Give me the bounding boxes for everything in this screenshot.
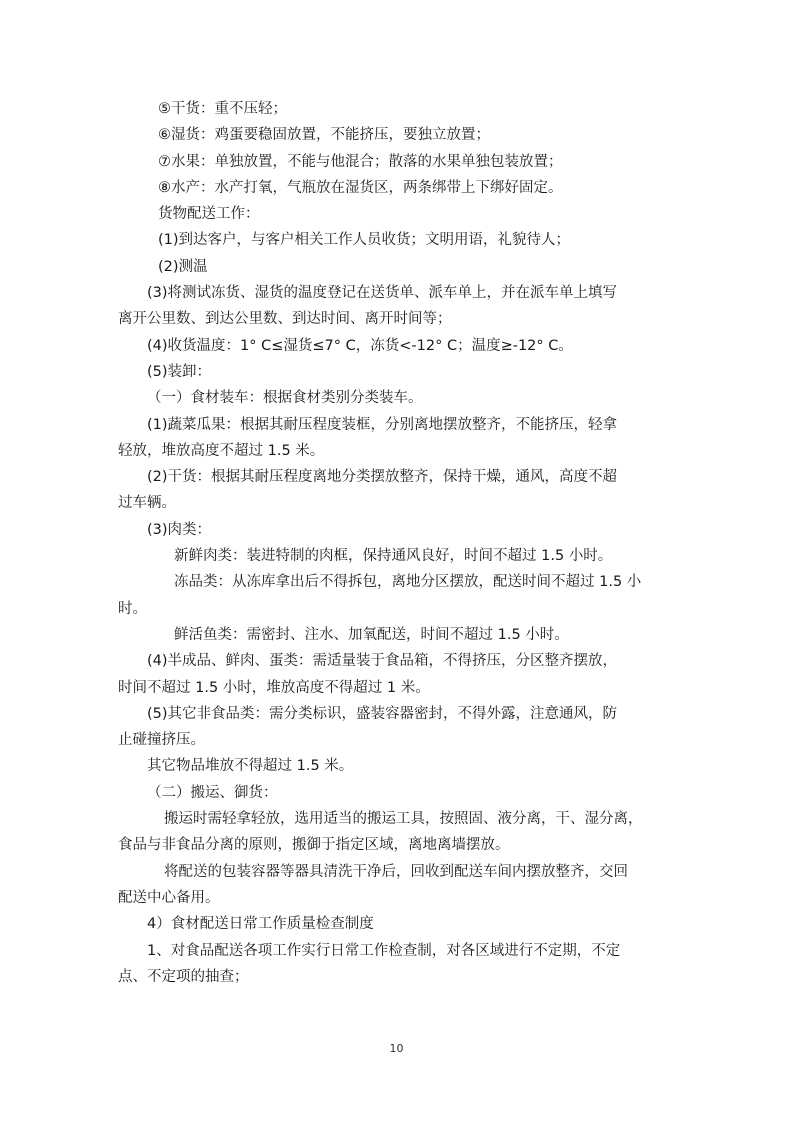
text-line: 搬运时需轻拿轻放，选用适当的搬运工具，按照固、液分离，干、湿分离， bbox=[164, 811, 643, 828]
text-line: 止碰撞挤压。 bbox=[118, 732, 205, 749]
text-line: 配送中心备用。 bbox=[118, 889, 220, 906]
text-line: (2)测温 bbox=[158, 258, 208, 275]
text-line: (3)将测试冻货、湿货的温度登记在送货单、派车单上，并在派车单上填写 bbox=[147, 285, 618, 302]
text-line: (4)半成品、鲜肉、蛋类：需适量装于食品箱，不得挤压，分区整齐摆放， bbox=[147, 653, 618, 670]
subsection-heading: （一）食材装车：根据食材类别分类装车。 bbox=[147, 390, 423, 407]
text-line: 1、对食品配送各项工作实行日常工作检查制，对各区域进行不定期，不定 bbox=[147, 942, 621, 959]
text-line: 其它物品堆放不得超过 1.5 米。 bbox=[147, 758, 354, 775]
text-line: (3)肉类： bbox=[147, 521, 212, 538]
text-line: 将配送的包装容器等器具清洗干净后，回收到配送车间内摆放整齐，交回 bbox=[164, 863, 628, 880]
text-line: 冻品类：从冻库拿出后不得拆包，离地分区摆放，配送时间不超过 1.5 小 bbox=[174, 574, 642, 591]
text-line: (5)装卸： bbox=[147, 363, 212, 380]
text-line: ⑧水产：水产打氧，气瓶放在湿货区，两条绑带上下绑好固定。 bbox=[158, 179, 563, 196]
text-line: 新鲜肉类：装进特制的肉框，保持通风良好，时间不超过 1.5 小时。 bbox=[174, 548, 613, 565]
text-line: (5)其它非食品类：需分类标识，盛装容器密封，不得外露，注意通风，防 bbox=[147, 705, 618, 722]
text-line: 过车辆。 bbox=[118, 495, 176, 512]
text-line: ⑥湿货：鸡蛋要稳固放置，不能挤压，要独立放置； bbox=[158, 127, 490, 144]
text-line: 食品与非食品分离的原则，搬御于指定区域，离地离墙摆放。 bbox=[118, 837, 510, 854]
page-number: 10 bbox=[389, 1042, 404, 1055]
text-line: 鲜活鱼类：需密封、注水、加氧配送，时间不超过 1.5 小时。 bbox=[174, 626, 569, 643]
text-line: (4)收货温度：1° C≤湿货≤7° C，冻货<-12° C；温度≥-12° C。 bbox=[147, 337, 573, 354]
text-line: ⑦水果：单独放置，不能与他混合；散落的水果单独包装放置； bbox=[158, 153, 563, 170]
section-heading: 货物配送工作： bbox=[158, 206, 260, 223]
text-line: 时间不超过 1.5 小时，堆放高度不得超过 1 米。 bbox=[118, 679, 430, 696]
text-line: 时。 bbox=[118, 600, 147, 617]
document-body bbox=[118, 96, 678, 990]
text-line: (1)蔬菜瓜果：根据其耐压程度装框，分别离地摆放整齐，不能挤压，轻拿 bbox=[147, 416, 618, 433]
text-line: ⑤干货：重不压轻； bbox=[158, 101, 287, 117]
text-line: (2)干货：根据其耐压程度离地分类摆放整齐，保持干燥，通风，高度不超 bbox=[147, 469, 618, 486]
text-line: 离开公里数、到达公里数、到达时间、离开时间等； bbox=[118, 311, 452, 328]
subsection-heading: （二）搬运、御货： bbox=[147, 784, 278, 801]
text-line: (1)到达客户，与客户相关工作人员收货；文明用语，礼貌待人； bbox=[158, 232, 571, 249]
section-heading: 4）食材配送日常工作质量检查制度 bbox=[147, 916, 374, 933]
text-line: 轻放，堆放高度不超过 1.5 米。 bbox=[118, 442, 325, 459]
text-line: 点、不定项的抽查； bbox=[118, 968, 249, 985]
